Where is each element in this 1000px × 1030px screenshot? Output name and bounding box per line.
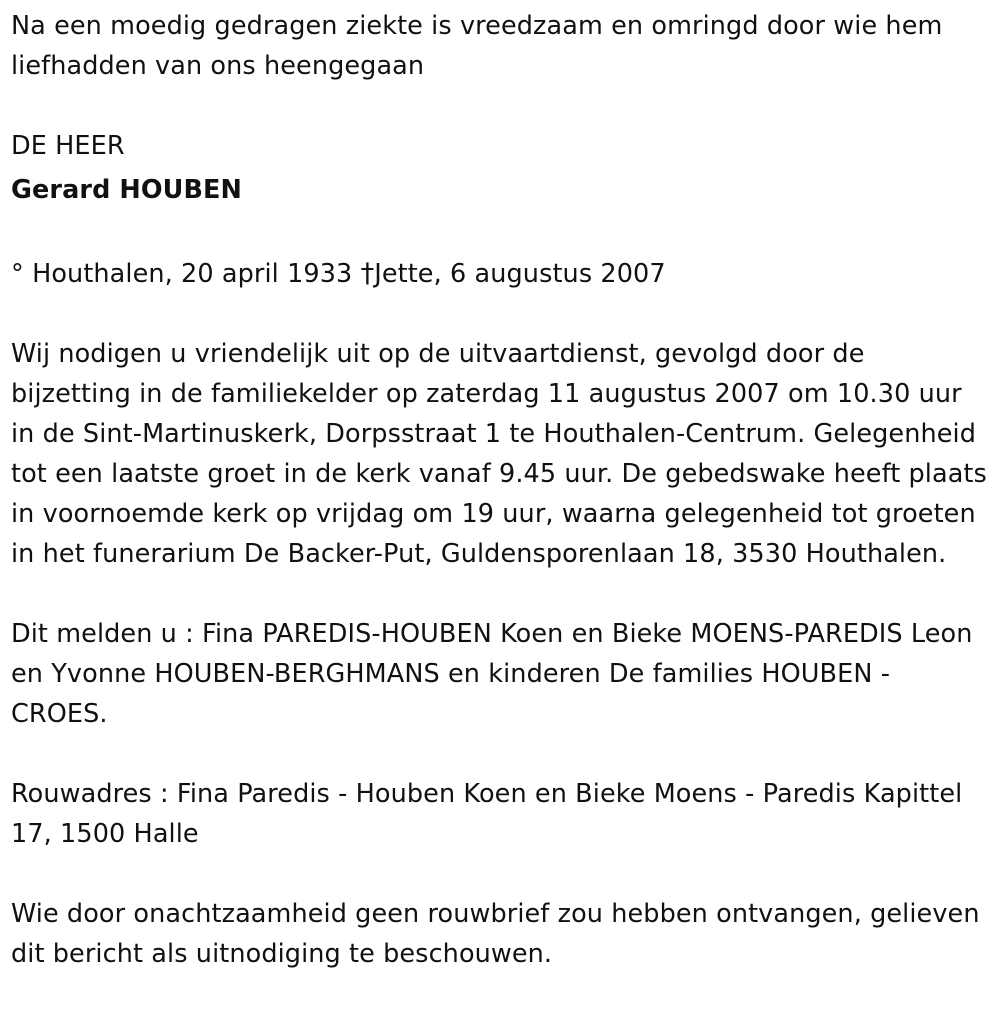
birth-mark: ° [11, 259, 24, 289]
announcers-text: Dit melden u : Fina PAREDIS-HOUBEN Koen en Bieke MOENS-PAREDIS Leon en Yvonne HOUBEN-BERGHMANS en kinderen De families HOUBEN - CROES. [11, 619, 973, 729]
birth-info: Houthalen, 20 april 1933 [32, 259, 353, 289]
spacer [11, 294, 991, 334]
death-info: Jette, 6 augustus 2007 [374, 259, 666, 289]
intro-text: Na een moedig gedragen ziekte is vreedzaam en omringd door wie hem liefhadden van ons heengegaan [11, 11, 943, 81]
spacer [11, 734, 991, 774]
spacer [11, 86, 991, 126]
spacer [11, 574, 991, 614]
honorific: DE HEER [11, 131, 125, 161]
spacer [11, 214, 991, 254]
death-notice [11, 6, 991, 974]
ceremony-text: Wij nodigen u vriendelijk uit op de uitvaartdienst, gevolgd door de bijzetting in de familiekelder op zaterdag 11 augustus 2007 om 10.30 uur in de Sint-Martinuskerk, Dorpsstraat 1 te Houthalen-Centrum. Gelegenheid tot een laatste groet in de kerk vanaf 9.45 uur. De gebedswake heeft plaats in voornoemde kerk op vrijdag om 19 uur, waarna gelegenheid tot groeten in het funerarium De Backer-Put, Guldensporenlaan 18, 3530 Houthalen. [11, 339, 987, 569]
cross-icon: † [360, 258, 375, 289]
closing-text: Wie door onachtzaamheid geen rouwbrief zou hebben ontvangen, gelieven dit bericht als uitnodiging te beschouwen. [11, 899, 980, 969]
deceased-name: Gerard HOUBEN [11, 175, 242, 205]
life-dates [11, 254, 991, 294]
mourning-address: Rouwadres : Fina Paredis - Houben Koen en Bieke Moens - Paredis Kapittel 17, 1500 Halle [11, 779, 963, 849]
spacer [11, 854, 991, 894]
